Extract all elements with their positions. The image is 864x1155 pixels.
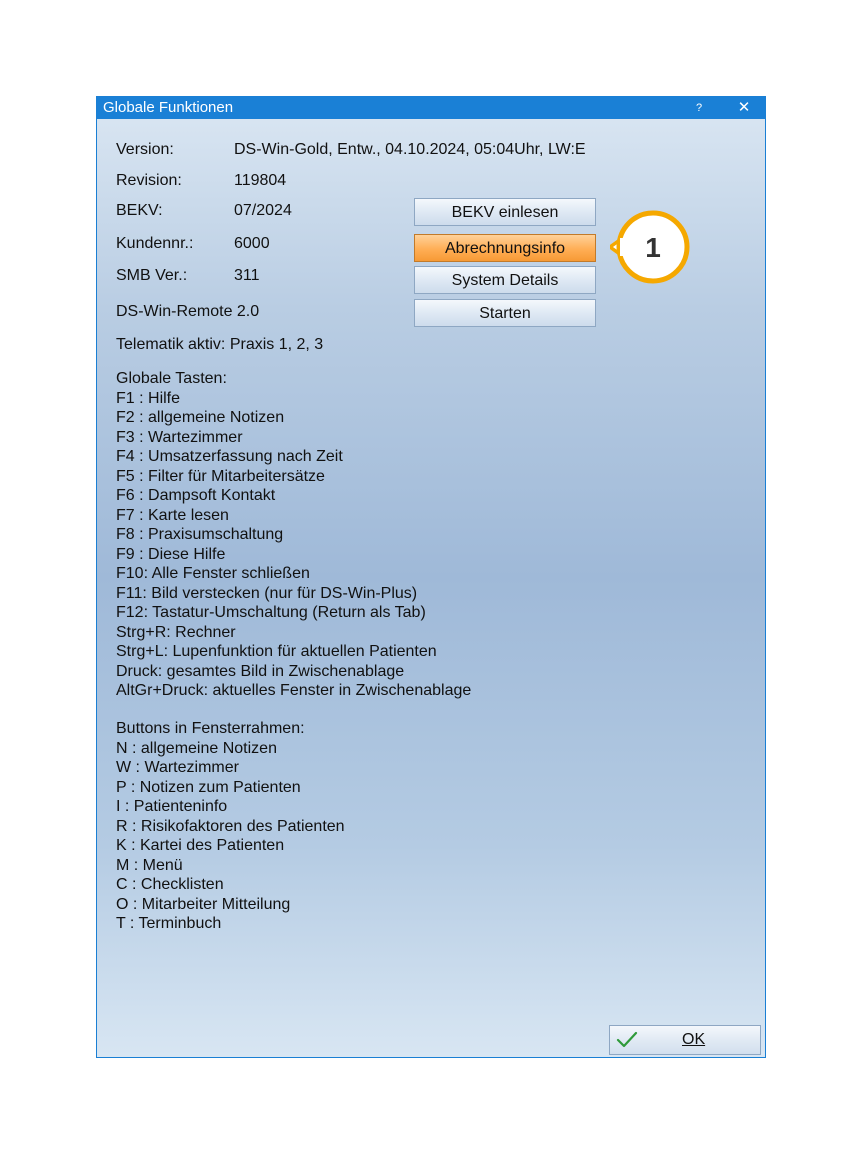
checkmark-icon <box>616 1030 638 1050</box>
bekv-label: BEKV: <box>116 202 163 219</box>
list-item: N : allgemeine Notizen <box>116 739 277 757</box>
list-item: F10: Alle Fenster schließen <box>116 565 310 582</box>
kundennr-label: Kundennr.: <box>116 235 194 252</box>
list-item: O : Mitarbeiter Mitteilung <box>116 895 291 913</box>
list-item: I : Patienteninfo <box>116 798 228 815</box>
title-bar[interactable] <box>97 97 765 119</box>
list-item: F3 : Wartezimmer <box>116 428 243 446</box>
list-item: Strg+R: Rechner <box>116 623 236 641</box>
callout-number: 1 <box>645 232 661 263</box>
bekv-einlesen-button[interactable]: BEKV einlesen <box>414 198 596 226</box>
list-item: AltGr+Druck: aktuelles Fenster in Zwischenablage <box>116 682 472 699</box>
list-item: K : Kartei des Patienten <box>116 837 285 854</box>
list-item: T : Terminbuch <box>116 915 222 932</box>
list-item: F6 : Dampsoft Kontakt <box>116 487 276 504</box>
smb-version-label: SMB Ver.: <box>116 267 188 284</box>
callout-marker <box>610 207 690 287</box>
global-keys-heading: Globale Tasten: <box>116 370 227 387</box>
starten-button[interactable]: Starten <box>414 299 596 327</box>
abrechnungsinfo-button[interactable]: Abrechnungsinfo <box>414 234 596 262</box>
list-item: R : Risikofaktoren des Patienten <box>116 817 345 835</box>
close-button[interactable]: ✕ <box>737 99 751 116</box>
list-item: F2 : allgemeine Notizen <box>116 409 285 426</box>
bekv-value: 07/2024 <box>234 202 292 219</box>
list-item: F7 : Karte lesen <box>116 506 229 524</box>
callout-join <box>620 238 628 256</box>
list-item: Strg+L: Lupenfunktion für aktuellen Patienten <box>116 643 437 660</box>
list-item: F4 : Umsatzerfassung nach Zeit <box>116 448 343 465</box>
list-item: F9 : Diese Hilfe <box>116 545 226 563</box>
remote-version: DS-Win-Remote 2.0 <box>116 303 260 320</box>
frame-buttons-list <box>116 719 345 934</box>
ok-button-label: OK <box>682 1031 706 1048</box>
list-item: F5 : Filter für Mitarbeitersätze <box>116 467 325 485</box>
list-item: Druck: gesamtes Bild in Zwischenablage <box>116 662 405 680</box>
window-title: Globale Funktionen <box>103 99 234 116</box>
smb-version-value: 311 <box>234 267 260 284</box>
list-item: P : Notizen zum Patienten <box>116 778 301 796</box>
version-label: Version: <box>116 141 174 158</box>
list-item: F12: Tastatur-Umschaltung (Return als Tab) <box>116 604 426 621</box>
version-value: DS-Win-Gold, Entw., 04.10.2024, 05:04Uhr, LW:E <box>234 141 586 158</box>
list-item: F11: Bild verstecken (nur für DS-Win-Plus) <box>116 584 418 602</box>
list-item: W : Wartezimmer <box>116 759 239 776</box>
telematik-status: Telematik aktiv: Praxis 1, 2, 3 <box>116 336 324 353</box>
list-item: M : Menü <box>116 856 183 874</box>
list-item: F8 : Praxisumschaltung <box>116 526 284 543</box>
system-details-button[interactable]: System Details <box>414 266 596 294</box>
list-item: F1 : Hilfe <box>116 389 181 407</box>
ok-button[interactable] <box>609 1025 761 1055</box>
revision-label: Revision: <box>116 172 182 189</box>
global-keys-list <box>116 369 471 701</box>
kundennr-value: 6000 <box>234 235 270 252</box>
revision-value: 119804 <box>234 172 287 189</box>
frame-buttons-heading: Buttons in Fensterrahmen: <box>116 720 305 737</box>
help-button[interactable]: ? <box>695 102 703 114</box>
list-item: C : Checklisten <box>116 876 224 893</box>
